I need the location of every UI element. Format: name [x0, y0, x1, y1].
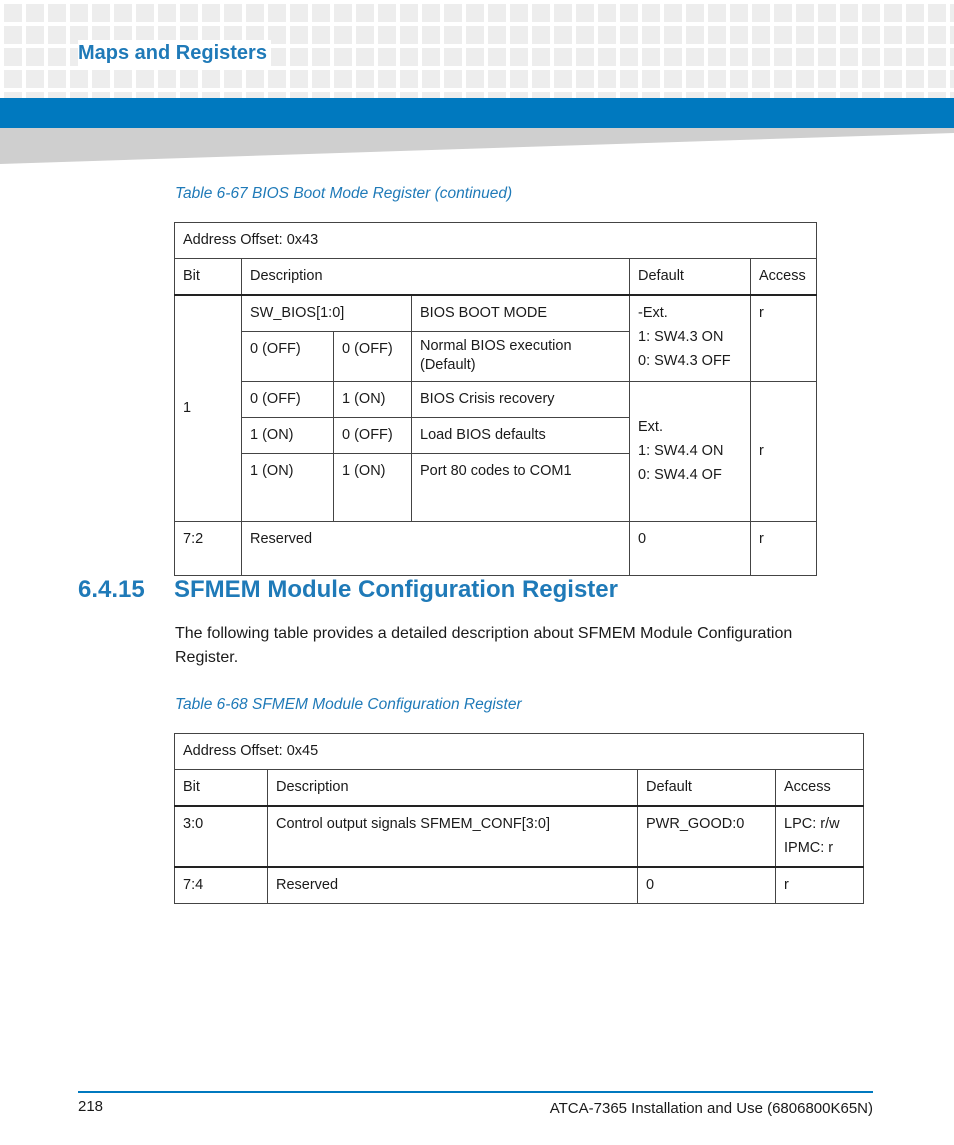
mode-description: Port 80 codes to COM1: [412, 454, 630, 522]
sw0-value: 1 (ON): [334, 454, 412, 522]
sw-bios-label: SW_BIOS[1:0]: [242, 295, 412, 332]
section-heading: [78, 576, 618, 604]
access-cell: LPC: r/w IPMC: r: [776, 806, 864, 867]
col-header-access: Access: [751, 259, 817, 296]
default-cell: 0: [630, 522, 751, 576]
col-header-access: Access: [776, 770, 864, 807]
table-row: [175, 867, 864, 904]
sw1-value: 1 (ON): [242, 418, 334, 454]
section-number: 6.4.15: [78, 576, 145, 603]
access-cell: r: [776, 867, 864, 904]
sw0-value: 0 (OFF): [334, 418, 412, 454]
default-cell: 0: [638, 867, 776, 904]
intro-paragraph: The following table provides a detailed description about SFMEM Module Configuration Register.: [175, 625, 793, 666]
mode-description: BIOS Crisis recovery: [412, 382, 630, 418]
header-blue-band: [0, 98, 954, 128]
table-header-row: [175, 259, 817, 296]
col-header-default: Default: [638, 770, 776, 807]
sw0-value: 1 (ON): [334, 382, 412, 418]
access-cell: r: [751, 382, 817, 522]
bit-cell: 1: [175, 295, 242, 522]
sw0-value: 0 (OFF): [334, 332, 412, 382]
table-row: [175, 382, 817, 418]
footer-rule: [78, 1091, 873, 1093]
bit-cell: 7:4: [175, 867, 268, 904]
col-header-description: Description: [268, 770, 638, 807]
table-67: [174, 222, 817, 576]
description-cell: Reserved: [268, 867, 638, 904]
description-cell: Control output signals SFMEM_CONF[3:0]: [268, 806, 638, 867]
table-row: [175, 295, 817, 332]
header-grey-wedge: [0, 128, 954, 164]
mode-description: Load BIOS defaults: [412, 418, 630, 454]
col-header-bit: Bit: [175, 770, 268, 807]
description-cell: Reserved: [242, 522, 630, 576]
default-cell: PWR_GOOD:0: [638, 806, 776, 867]
sw1-value: 0 (OFF): [242, 382, 334, 418]
mode-description: Normal BIOS execution (Default): [412, 332, 630, 382]
table-row: [175, 223, 817, 259]
col-header-bit: Bit: [175, 259, 242, 296]
table-68-caption: Table 6-68 SFMEM Module Configuration Register: [175, 696, 522, 713]
table-68: [174, 733, 864, 904]
sw1-value: 1 (ON): [242, 454, 334, 522]
access-cell: r: [751, 295, 817, 382]
bios-boot-mode-label: BIOS BOOT MODE: [412, 295, 630, 332]
address-offset: Address Offset: 0x45: [175, 734, 864, 770]
bit-cell: 3:0: [175, 806, 268, 867]
col-header-description: Description: [242, 259, 630, 296]
table-header-row: [175, 770, 864, 807]
table-row: [175, 806, 864, 867]
address-offset: Address Offset: 0x43: [175, 223, 817, 259]
table-67-caption: Table 6-67 BIOS Boot Mode Register (continued): [175, 185, 513, 202]
chapter-title: Maps and Registers: [78, 40, 271, 67]
default-cell-sw43: -Ext. 1: SW4.3 ON 0: SW4.3 OFF: [630, 295, 751, 382]
document-title: ATCA-7365 Installation and Use (6806800K65N): [549, 1100, 873, 1117]
bit-cell: 7:2: [175, 522, 242, 576]
sw1-value: 0 (OFF): [242, 332, 334, 382]
col-header-default: Default: [630, 259, 751, 296]
table-row: [175, 734, 864, 770]
page-number: 218: [78, 1098, 104, 1115]
section-title: SFMEM Module Configuration Register: [174, 576, 618, 603]
table-row: [175, 522, 817, 576]
default-cell-sw44: Ext. 1: SW4.4 ON 0: SW4.4 OF: [630, 382, 751, 522]
access-cell: r: [751, 522, 817, 576]
